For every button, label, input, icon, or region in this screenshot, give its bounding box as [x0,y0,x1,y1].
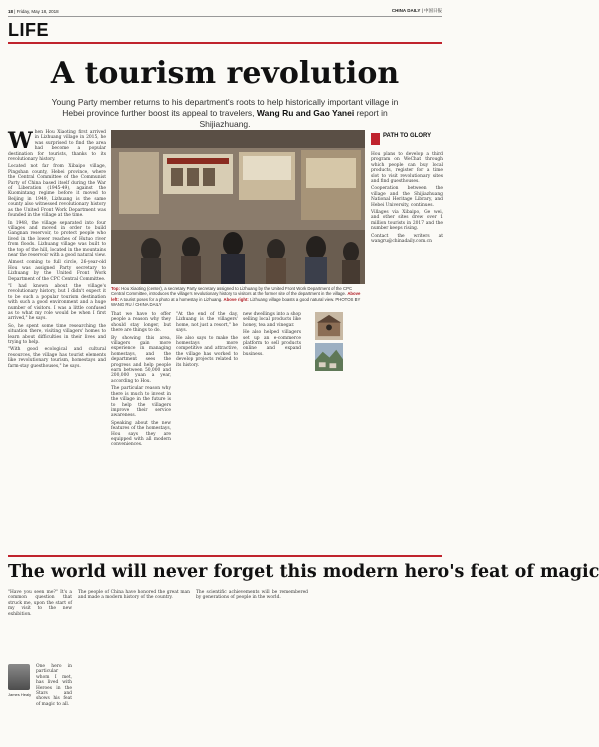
issue-date: Friday, May 18, 2018 [16,8,59,14]
col4-paragraph: new dwellings into a shop selling local products like honey, tea and vinegar. [243,312,301,328]
feature-paragraph: The scientific achievements will be remembered by generations of people in the world. [196,590,308,601]
section-title: LIFE [8,20,49,40]
exhibition-hall-photo [111,130,365,284]
masthead: 18 | Friday, May 18, 2018 CHINA DAILY | 中国日报 [8,6,442,17]
feature-paragraph: One hero in particular whom I met, has lived with Heroes in the Stars and shows his feat of magic to all. [36,664,72,707]
sidebar-title: PATH TO GLORY [383,133,432,139]
col2-paragraph: The particular reason why there is much to invest in the village in the future is to help the villagers improve their service awareness. [111,386,171,419]
paper-name: CHINA DAILY [391,8,421,13]
feature-paragraph: "Have you seen me?" It's a common question that struck me, upon the start of my visit to the new exhibition. [8,590,72,617]
col2-paragraph: Speaking about the new features of the homestays, Hou says they are equipped with all modern conveniences. [111,420,171,448]
paper-name-cn: 中国日报 [424,8,442,13]
col1-paragraph: Located not far from Xibaipo village, Pingshan county, Hebei province, where the Central Committee of the Communist Party of China based itself during the War of Liberation (1945-49), against the Kuomintang regime before it moved to Beijing in 1949, Lizhuang is the same county also witnessed revolutionary history as the United Front Work Department was founded in the village at the time. [8,164,106,219]
sidebar-heading [371,133,443,145]
col1-paragraph: "With good ecological and cultural resources, the village has tourist elements like revolutionary tourism, homestays and farm-stay guesthouses," he says. [8,347,106,369]
sidebar-mark [371,133,380,145]
photo-caption [111,286,365,307]
photo-credit: PHOTOS BY WANG RU / CHINA DAILY [111,296,361,307]
feature-column-4 [196,590,308,742]
caption-text: Lizhuang village boasts a good natural view. [250,296,335,302]
col3-paragraph: "At the end of the day, Lizhuang is the villagers' home, not just a resort," he says. [176,312,238,334]
deck-text: Young Party member returns to his department's roots to help historically important village in Hebei province further boost its appeal to travelers, [51,97,399,118]
drop-cap: W [8,128,33,154]
sidebar-paragraph: Contact the writers at wangru@chinadaily.com.cn [371,233,443,245]
feature-column-1 [8,590,72,660]
col1-paragraph: In 1948, the village separated into four villages and moved in order to build Gangnan reservoir, to protect people who lived in the lower reaches of Hutuo river from floods. Lizhuang village was built to the top of the hill, located in the mountains near the reservoir with a good natural view. [8,220,106,258]
author-photo [8,664,30,690]
photo-thumbnails [306,312,352,340]
col1-paragraph: Almost coming to full circle, 26-year-old Hou was assigned Party secretary to Lizhuang by the United Front Work Department of the CPC Central Committee. [8,260,106,282]
author-name: James Healy [8,692,32,697]
article-column-3 [176,312,238,548]
sidebar [371,133,443,145]
article-deck [40,97,410,130]
article-headline: A tourism revolution [50,56,400,91]
feature-column-2 [36,664,72,742]
caption-text: Hou Xiaoting (center), a secretary Party secretary assigned to Lizhuang by the United Front Work Department of the CPC Central Committee, introduces the village's revolutionary history to visitors at the former site of the department in the village. [111,286,353,297]
article-column-2 [111,312,171,548]
col3-paragraph: He also says to make the homestays more competitive and attractive, the village has worked to develop projects related to its history. [176,335,238,368]
section-rule [8,42,442,44]
feature-column-3 [78,590,190,742]
page-number: 18 [8,8,14,14]
deck-authors: Wang Ru and Gao Yanei [256,108,355,118]
col2-paragraph: That we have to offer people a reason why they should stay longer, but there are things to do. [111,312,171,334]
col1-paragraph: hen Hou Xiaoting first arrived in Lizhuang village in 2015, he was surprised to find the area had become a popular destination for tourists, thanks to its revolutionary history. [8,130,106,163]
article-column-4 [243,312,301,548]
caption-label: Above right: [223,296,249,302]
sidebar-body [371,152,443,548]
article-column-1 [8,130,106,550]
caption-text: A tourist poses for a photo at a homestay in Lizhuang. [119,296,223,302]
homestay-photo [306,312,352,340]
col2-paragraph: By showing this area, villagers gain more experience in managing homestays, and the department sees the progress and help people earn between 50,000 and 200,000 yuan a year, according to Hou. [111,335,171,384]
sidebar-paragraph: Hou plans to develop a third program on WeChat through which people can buy local products, register for a time slot to visit revolutionary sites and find guesthouses. [371,152,443,185]
caption-label: Top: [111,286,120,291]
feature-headline: The world will never forget this modern hero's feat of magic [8,562,599,582]
section-divider [8,555,442,557]
deck-suffix: report in Shijiazhuang. [199,108,388,129]
col4-paragraph: He also helped villagers set up an e-commerce platform to sell products online and expand business. [243,330,301,357]
caption-label: Above left: [111,291,361,302]
sidebar-paragraph: Cooperation between the village and the Shijiazhuang National Heritage Library, and Hebei University, continues. [371,186,443,208]
village-view-photo [306,343,352,371]
feature-paragraph: The people of China have honored the great man and made a modern history of the country. [78,590,190,601]
col1-paragraph: So, he spent some time researching the situation there, visiting villagers' homes to learn about difficulties in their lives and trying to help. [8,323,106,346]
col1-paragraph: "I had known about the village's revolutionary history, but I didn't expect it to be such a popular tourism destination with such a good environment and a huge number of visitors. I was a little confused as to what my role would be when I first arrived," he says. [8,283,106,322]
sidebar-paragraph: Villages via Xibaipo, Ge wei, and other sites drew over 1 million tourists in 2017 and the number keeps rising. [371,210,443,232]
main-photo [111,130,365,284]
